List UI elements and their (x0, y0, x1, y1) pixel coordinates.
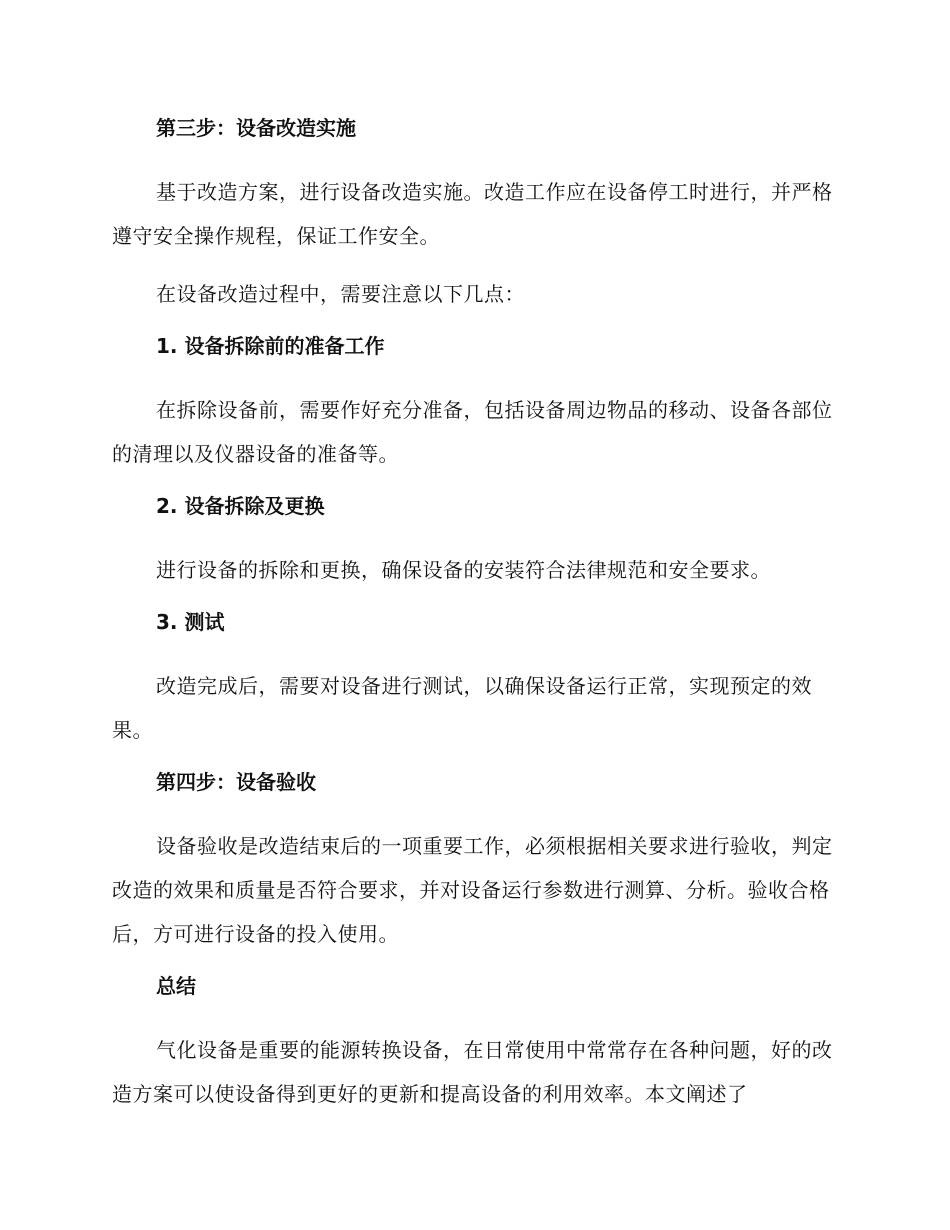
heading-point-2: 2. 设备拆除及更换 (156, 494, 325, 518)
document-body (112, 112, 834, 1130)
paragraph-point-3: 改造完成后，需要对设备进行测试，以确保设备运行正常，实现预定的效果。 (112, 674, 812, 742)
paragraph-point-2: 进行设备的拆除和更换，确保设备的安装符合法律规范和安全要求。 (156, 558, 771, 582)
heading-step-three: 第三步：设备改造实施 (156, 116, 356, 140)
heading-summary: 总结 (156, 974, 196, 998)
heading-point-3: 3. 测试 (156, 610, 225, 634)
paragraph-summary: 气化设备是重要的能源转换设备，在日常使用中常常存在各种问题，好的改造方案可以使设备得到更好的更新和提高设备的利用效率。本文阐述了 (112, 1038, 833, 1106)
paragraph-step-four: 设备验收是改造结束后的一项重要工作，必须根据相关要求进行验收，判定改造的效果和质量是否符合要求，并对设备运行参数进行测算、分析。验收合格后，方可进行设备的投入使用。 (112, 834, 833, 946)
paragraph-point-1: 在拆除设备前，需要作好充分准备，包括设备周边物品的移动、设备各部位的清理以及仪器设备的准备等。 (112, 398, 833, 466)
heading-point-1: 1. 设备拆除前的准备工作 (156, 334, 385, 358)
paragraph-step-three-intro: 基于改造方案，进行设备改造实施。改造工作应在设备停工时进行，并严格遵守安全操作规程，保证工作安全。 (112, 180, 833, 248)
paragraph-attention-points: 在设备改造过程中，需要注意以下几点： (156, 282, 525, 306)
heading-step-four: 第四步：设备验收 (156, 770, 316, 794)
